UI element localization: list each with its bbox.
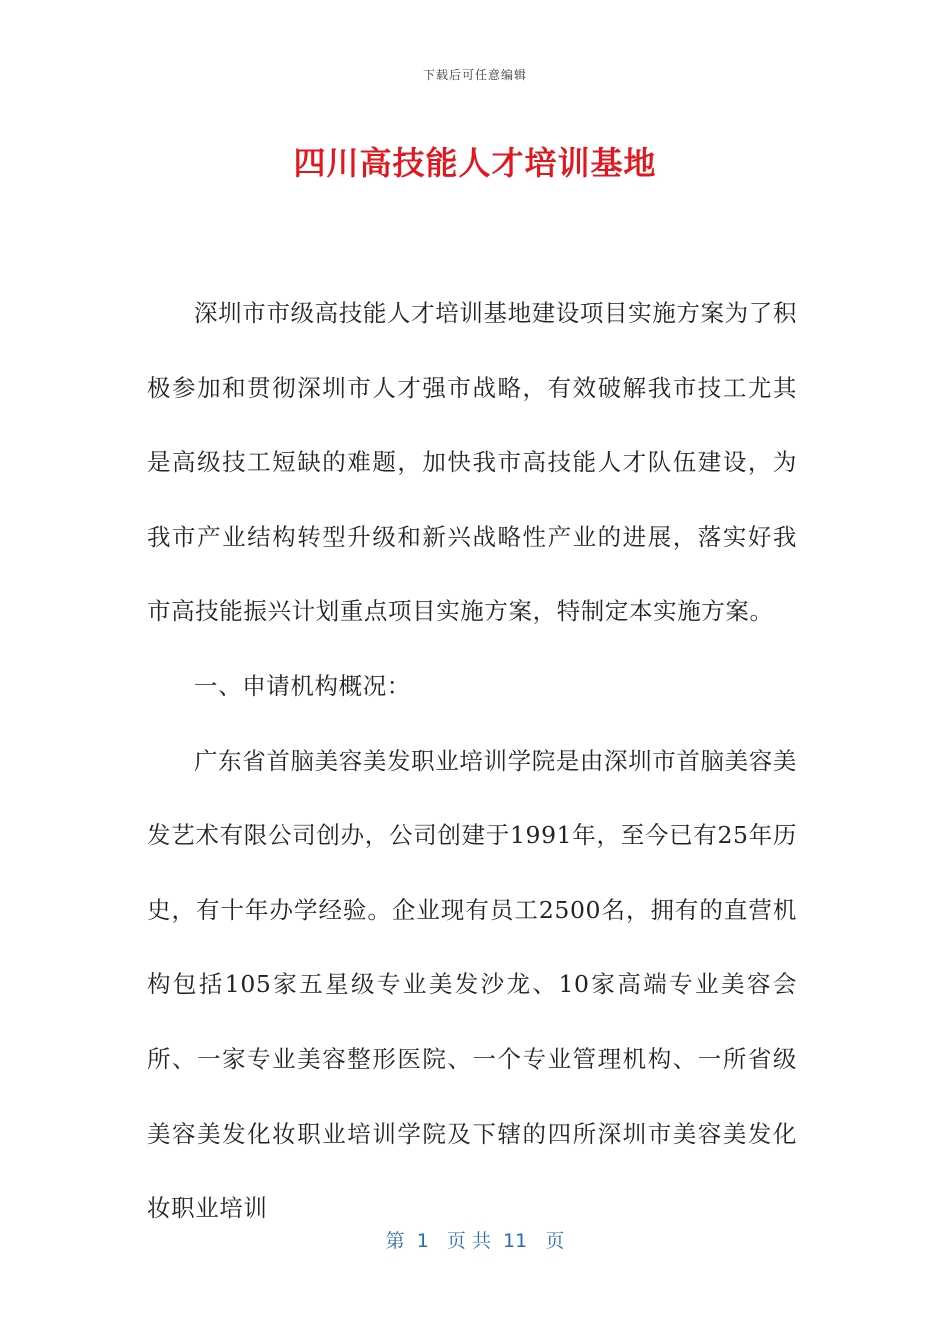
section-heading: 一、申请机构概况： [194,671,411,700]
paragraph-organization: 广东省首脑美容美发职业培训学院是由深圳市首脑美容美发艺术有限公司创办，公司创建于1991年，至今已有25年历史，有十年办学经验。企业现有员工2500名，拥有的直营机构包括105家五星级专业美发沙龙、10家高端专业美容会所、一家专业美容整形医院、一个专业管理机构、一所省级美容美发化妆职业培训学院及下辖的四所深圳市美容美发化妆职业培训 [147,746,797,1223]
paragraph-intro: 深圳市市级高技能人才培训基地建设项目实施方案为了积极参加和贯彻深圳市人才强市战略，有效破解我市技工尤其是高级技工短缺的难题，加快我市高技能人才队伍建设，为我市产业结构转型升级和新兴战略性产业的进展，落实好我市高技能振兴计划重点项目实施方案，特制定本实施方案。 [147,299,797,626]
header-note: 下载后可任意编辑 [422,68,527,82]
page-number: 第 1 页 共 11 页 [385,1230,565,1252]
document-body [147,276,797,1246]
document-title: 四川高技能人才培训基地 [293,144,657,182]
